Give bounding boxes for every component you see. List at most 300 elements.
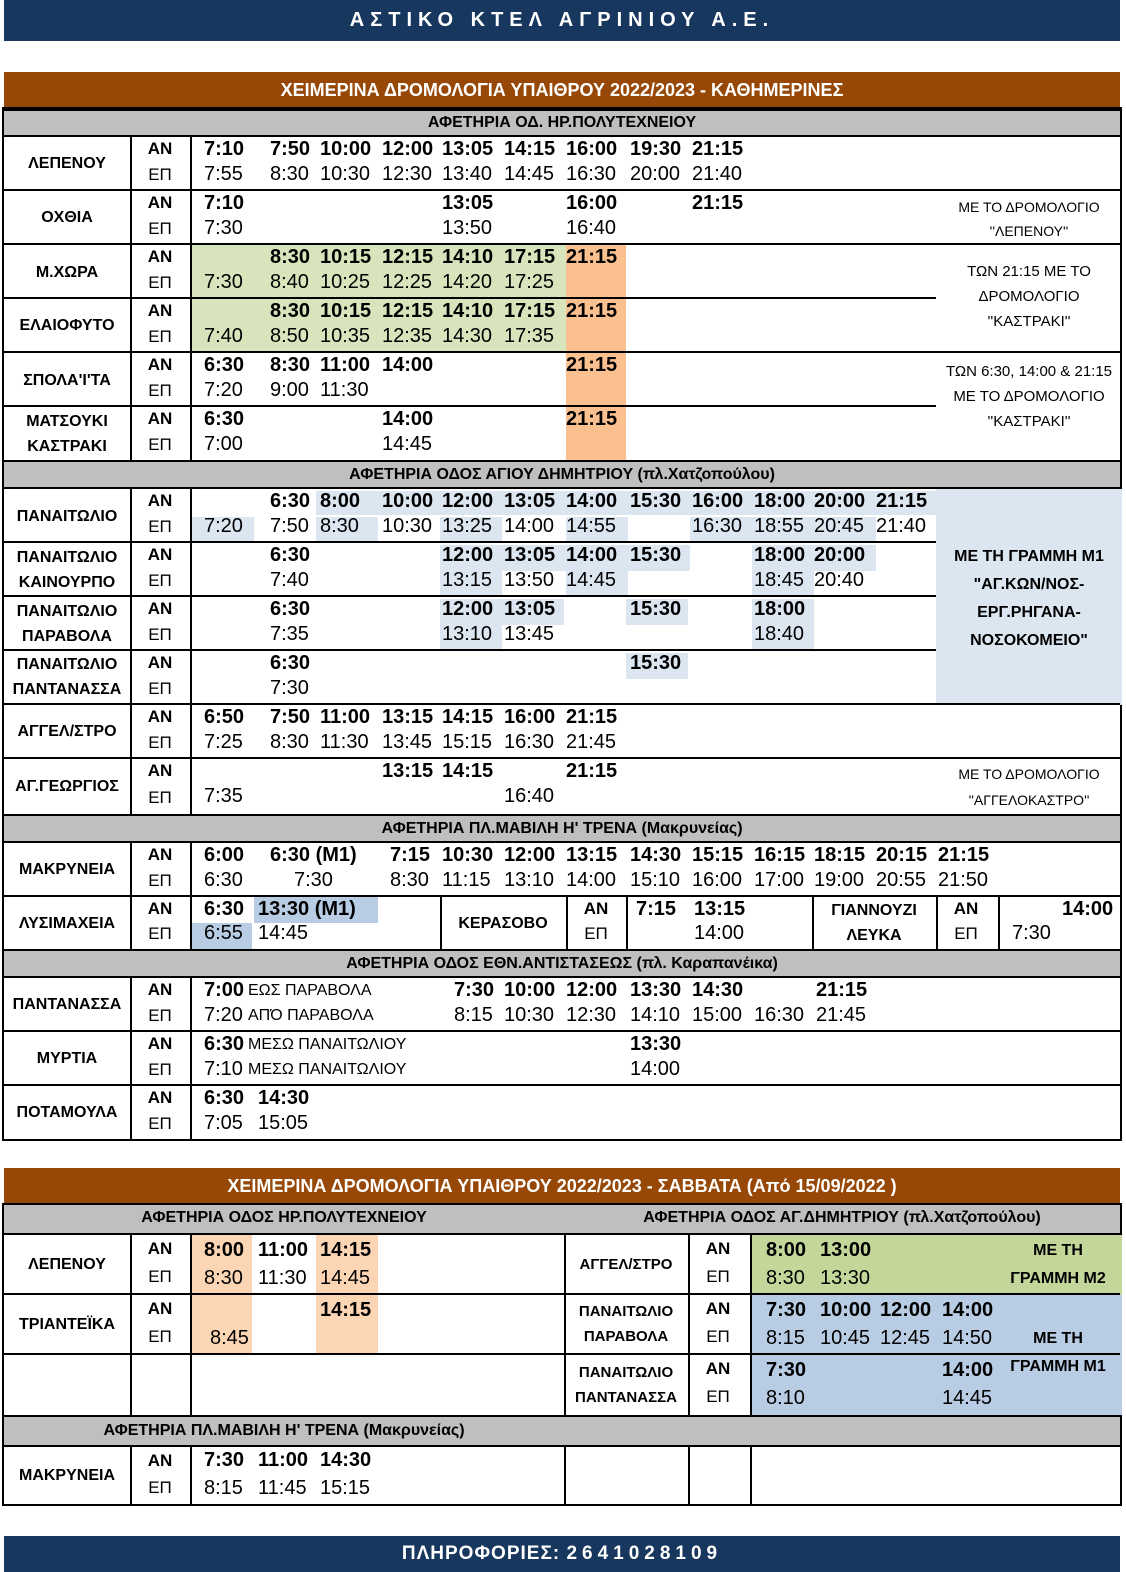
divider — [750, 1447, 752, 1504]
time-ret: 7:40 — [270, 569, 309, 591]
time-ret: 19:00 — [814, 869, 865, 891]
time-dep: 16:00 — [566, 192, 618, 214]
time-ret: 14:30 — [442, 325, 493, 347]
place-label: ΟΧΘΙΑ — [41, 208, 93, 226]
time-dep: 8:30 — [270, 246, 311, 268]
time-dep: 13:05 — [504, 544, 556, 566]
dir-dep-label: ΑΝ — [147, 980, 173, 999]
time-ret: 11:30 — [320, 379, 369, 401]
dir-dep-label: ΑΝ — [147, 1034, 173, 1053]
time-ret: 14:00 — [504, 515, 555, 537]
time-ret: 8:30 — [766, 1267, 805, 1289]
dir-ret-label: ΕΠ — [148, 1060, 172, 1079]
place-label: ΛΕΠΕΝΟΥ — [28, 1255, 106, 1273]
divider — [190, 137, 192, 189]
sat-empty-header — [564, 1415, 1120, 1447]
dir-dep-label: ΑΝ — [147, 599, 173, 618]
time-ret: 8:30 — [390, 869, 429, 891]
note-kastraki-2115: ΤΩΝ 21:15 ΜΕ ΤΟ ΔΡΟΜΟΛΟΓΙΟ ''ΚΑΣΤΡΑΚΙ'' — [967, 263, 1091, 330]
time-dep: 8:30 — [270, 354, 311, 376]
time-dep: 21:15 — [938, 844, 990, 866]
divider — [750, 1235, 752, 1293]
divider — [4, 1353, 564, 1355]
place-label: ΑΓ.ΓΕΩΡΓΙΟΣ — [15, 778, 119, 795]
route-via-note: ΜΕΣΩ ΠΑΝΑΙΤΩΛΙΟΥ — [248, 1036, 407, 1053]
time-dep: 6:30 — [270, 598, 311, 620]
time-dep: 14:30 — [258, 1087, 310, 1109]
sat-start-polytechneiou: ΑΦΕΤΗΡΙΑ ΟΔΟΣ ΗΡ.ΠΟΛΥΤΕΧΝΕΙΟΥ — [4, 1205, 564, 1235]
sat-start-mavili: ΑΦΕΤΗΡΙΑ ΠΛ.ΜΑΒΙΛΗ Η' ΤΡΕΝΑ (Μακρυνείας) — [4, 1415, 564, 1447]
note-kastraki-multi: ΤΩΝ 6:30, 14:00 & 21:15 ΜΕ ΤΟ ΔΡΟΜΟΛΟΓΙΟ ''ΚΑΣΤΡΑΚΙ'' — [945, 363, 1113, 430]
place-label: ΛΕΥΚΑ — [846, 927, 902, 944]
time-ret: 11:45 — [258, 1477, 307, 1499]
divider — [190, 1447, 192, 1504]
time-ret: 16:40 — [566, 217, 617, 239]
place-name-pan-pantanassa — [4, 651, 130, 703]
note-line-m2 — [994, 1237, 1122, 1293]
time-ret: 20:40 — [814, 569, 865, 591]
time-dep: 12:00 — [382, 138, 434, 160]
time-ret: 15:00 — [692, 1004, 743, 1026]
time-ret: 15:15 — [320, 1477, 371, 1499]
time-ret: 14:45 — [942, 1387, 993, 1409]
time-dep: 10:15 — [320, 300, 372, 322]
time-dep: 13:00 — [820, 1239, 872, 1261]
dir-ret-label: ΕΠ — [706, 1267, 730, 1286]
time-ret: 18:40 — [754, 623, 805, 645]
time-ret: 8:15 — [454, 1004, 493, 1026]
divider — [190, 1355, 192, 1415]
time-ret: 14:55 — [566, 515, 617, 537]
time-ret: 7:05 — [204, 1112, 243, 1134]
time-ret: 13:10 — [442, 623, 493, 645]
divider — [190, 651, 192, 703]
sat-row-lepenou-aggelokastro — [4, 1235, 1120, 1295]
time-ret: 7:55 — [204, 163, 243, 185]
dir-ret-label: ΕΠ — [584, 924, 608, 943]
time-dep: 13:15 — [382, 760, 434, 782]
route-row-ag-georgios — [4, 759, 1120, 814]
route-row-lysimacheia — [4, 897, 1120, 949]
time-dep: 20:15 — [876, 844, 928, 866]
route-via-note: ΜΕΣΩ ΠΑΝΑΙΤΩΛΙΟΥ — [248, 1061, 407, 1078]
divider — [190, 299, 192, 351]
place-name-elaiofyto — [4, 299, 130, 351]
time-ret: 6:30 — [204, 869, 243, 891]
route-row-aggelokastro — [4, 705, 1120, 759]
dir-dep-label: ΑΝ — [583, 899, 609, 918]
time-dep: 7:00 — [204, 979, 245, 1001]
time-dep: 14:15 — [320, 1239, 372, 1261]
divider — [190, 1295, 192, 1353]
time-ret: 13:45 — [504, 623, 555, 645]
note-ag-georgios: ΜΕ ΤΟ ΔΡΟΜΟΛΟΓΙΟ ''ΑΓΓΕΛΟΚΑΣΤΡΟ'' — [958, 766, 1100, 808]
place-name-ochthia — [4, 191, 130, 243]
time-dep: 13:30 — [630, 1033, 682, 1055]
time-dep: 14:00 — [566, 490, 618, 512]
time-ret: 10:30 — [504, 1004, 555, 1026]
time-dep: 20:00 — [814, 544, 866, 566]
time-dep: 10:00 — [382, 490, 434, 512]
divider — [688, 1447, 690, 1504]
place-label: ΛΥΣΙΜΑΧΕΙΑ — [18, 914, 116, 932]
time-ret: 7:30 — [204, 217, 243, 239]
time-ret: 8:40 — [270, 271, 309, 293]
dir-dep-label: ΑΝ — [705, 1239, 731, 1258]
time-dep: 21:15 — [566, 354, 618, 376]
time-ret: 7:35 — [204, 785, 243, 807]
dir-dep-label: ΑΝ — [147, 653, 173, 672]
start-point-polytechneiou: ΑΦΕΤΗΡΙΑ ΟΔ. ΗΡ.ΠΟΛΥΤΕΧΝΕΙΟΥ — [4, 109, 1120, 137]
place-name-makryneia — [4, 843, 130, 895]
divider — [564, 1447, 566, 1504]
route-row-pantanassa — [4, 978, 1120, 1032]
dir-ret-label: ΕΠ — [148, 1006, 172, 1025]
time-dep: 21:15 — [566, 760, 618, 782]
time-ret: 16:30 — [566, 163, 617, 185]
divider — [190, 353, 192, 407]
time-ret: 15:05 — [258, 1112, 309, 1134]
dir-dep-label: ΑΝ — [705, 1299, 731, 1318]
time-ret: 8:45 — [210, 1327, 249, 1349]
time-ret: 13:40 — [442, 163, 493, 185]
place-name-ag-georgios — [4, 759, 130, 814]
dir-dep-label: ΑΝ — [147, 1088, 173, 1107]
time-dep: 14:10 — [442, 300, 494, 322]
time-dep: 7:30 — [766, 1359, 807, 1381]
time-dep: 14:15 — [442, 706, 494, 728]
time-ret: 16:30 — [754, 1004, 805, 1026]
time-dep: 11:00 — [320, 706, 371, 728]
weekday-section-title: ΧΕΙΜΕΡΙΝΑ ΔΡΟΜΟΛΟΓΙΑ ΥΠΑΙΘΡΟΥ 2022/2023 - ΚΑΘΗΜΕΡΙΝΕΣ — [4, 72, 1120, 108]
dir-dep-label: ΑΝ — [147, 899, 173, 918]
place-label: ΠΑΝΑΙΤΩΛΙΟ — [578, 1364, 674, 1381]
time-dep: 10:00 — [320, 138, 372, 160]
place-name-sat-pan-pantanassa — [564, 1355, 688, 1415]
dir-ret-label: ΕΠ — [148, 871, 172, 890]
place-name-lysimacheia — [4, 897, 130, 949]
time-dep: 6:00 — [204, 844, 245, 866]
place-name-sat-pan-paravola — [564, 1295, 688, 1353]
time-dep: 14:15 — [320, 1299, 372, 1321]
start-point-mavili: ΑΦΕΤΗΡΙΑ ΠΛ.ΜΑΒΙΛΗ Η' ΤΡΕΝΑ (Μακρυνείας) — [4, 814, 1120, 843]
time-ret: 13:50 — [442, 217, 493, 239]
time-dep: 14:00 — [382, 408, 434, 430]
time-ret: 20:45 — [814, 515, 865, 537]
time-dep: 7:50 — [270, 706, 311, 728]
time-ret: 14:50 — [942, 1327, 993, 1349]
time-dep: 19:30 — [630, 138, 682, 160]
time-dep: 15:30 — [630, 652, 682, 674]
place-label: ΜΑΤΣΟΥΚΙ — [26, 412, 108, 430]
dir-dep-label: ΑΝ — [953, 899, 979, 918]
route-row-panaitolio — [4, 489, 1120, 543]
time-dep: 7:30 — [454, 979, 495, 1001]
time-dep: 12:00 — [880, 1299, 932, 1321]
divider — [190, 1235, 192, 1293]
dir-ret-label: ΕΠ — [148, 517, 172, 536]
time-dep: 8:00 — [320, 490, 361, 512]
time-dep: 18:00 — [754, 490, 806, 512]
dir-ret-label: ΕΠ — [148, 733, 172, 752]
time-ret: 7:30 — [270, 677, 309, 699]
time-ret: 18:45 — [754, 569, 805, 591]
time-ret: 16:00 — [692, 869, 743, 891]
time-dep: 21:15 — [816, 979, 868, 1001]
time-dep: 10:15 — [320, 246, 372, 268]
sat-row-triantaika-paravola — [4, 1295, 1120, 1355]
time-ret: 14:45 — [320, 1267, 371, 1289]
divider — [190, 543, 192, 597]
dir-dep-label: ΑΝ — [147, 1239, 173, 1258]
divider — [190, 489, 192, 543]
time-ret: 11:30 — [258, 1267, 307, 1289]
weekday-timetable — [2, 107, 1122, 1141]
time-dep: 14:00 — [942, 1299, 994, 1321]
time-dep: 15:30 — [630, 598, 682, 620]
time-dep: 16:15 — [754, 844, 806, 866]
divider — [750, 1355, 752, 1415]
place-label: ΠΑΝΑΙΤΩΛΙΟ — [16, 507, 118, 525]
time-dep: 14:10 — [442, 246, 494, 268]
time-ret: 7:20 — [204, 379, 243, 401]
place-name-sat-makryneia — [4, 1447, 130, 1504]
divider — [626, 897, 628, 949]
time-ret: 7:40 — [204, 325, 243, 347]
place-label: Μ.ΧΩΡΑ — [35, 263, 99, 281]
place-label: ΠΑΡΑΒΟΛΑ — [22, 628, 112, 645]
time-ret: 7:30 — [294, 869, 333, 891]
place-name-potamoula — [4, 1086, 130, 1139]
time-ret: 16:30 — [504, 731, 555, 753]
time-dep: 14:15 — [442, 760, 494, 782]
time-dep: 18:00 — [754, 544, 806, 566]
dir-ret-label: ΕΠ — [148, 1113, 172, 1133]
time-ret: 15:10 — [630, 869, 681, 891]
time-dep: 11:00 — [258, 1239, 309, 1261]
time-ret: 17:35 — [504, 325, 555, 347]
time-ret: 14:00 — [694, 922, 745, 944]
time-dep: 10:00 — [820, 1299, 872, 1321]
time-dep: 7:50 — [270, 138, 311, 160]
dir-dep-label: ΑΝ — [147, 193, 173, 212]
sat-start-ag-dimitriou: ΑΦΕΤΗΡΙΑ ΟΔΟΣ ΑΓ.ΔΗΜΗΤΡΙΟΥ (πλ.Χατζοπούλου) — [564, 1205, 1120, 1235]
time-dep: 18:15 — [814, 844, 866, 866]
divider — [190, 843, 192, 895]
dir-dep-label: ΑΝ — [147, 139, 173, 158]
time-ret: 11:15 — [442, 869, 491, 891]
dir-ret-label: ΕΠ — [148, 327, 172, 346]
time-dep: 13:30 — [630, 979, 682, 1001]
time-dep: 14:30 — [630, 844, 682, 866]
divider — [190, 978, 192, 1030]
time-ret: 20:00 — [630, 163, 681, 185]
dir-dep-label: ΑΝ — [147, 1451, 173, 1470]
time-dep: 20:00 — [814, 490, 866, 512]
time-dep: 6:30 — [204, 408, 245, 430]
time-dep: 6:30 — [204, 354, 245, 376]
time-dep: 7:15 — [636, 898, 677, 920]
time-dep: 21:15 — [566, 300, 618, 322]
place-label: ΠΟΤΑΜΟΥΛΑ — [16, 1104, 118, 1121]
time-ret: 8:30 — [204, 1267, 243, 1289]
time-dep: 11:00 — [258, 1449, 309, 1471]
time-dep: 10:30 — [442, 844, 494, 866]
place-name-mchora — [4, 245, 130, 299]
time-dep: 7:30 — [204, 1449, 245, 1471]
time-dep: 8:00 — [204, 1239, 245, 1261]
company-banner — [4, 0, 1120, 41]
place-name-lepenou — [4, 137, 130, 189]
divider — [190, 1032, 192, 1084]
time-ret: 12:25 — [382, 271, 433, 293]
dir-dep-label: ΑΝ — [147, 355, 173, 374]
time-ret: 8:30 — [320, 515, 359, 537]
place-name-kerasovo: ΚΕΡΑΣΟΒΟ — [458, 914, 548, 932]
time-dep: 16:00 — [504, 706, 556, 728]
time-dep: 13:15 — [566, 844, 618, 866]
dir-ret-label: ΕΠ — [148, 219, 172, 238]
time-ret: 10:35 — [320, 325, 371, 347]
time-ret: 10:25 — [320, 271, 371, 293]
dir-ret-label: ΕΠ — [148, 1327, 172, 1346]
route-row-pan-pantanassa — [4, 651, 1120, 705]
divider — [190, 705, 192, 757]
place-label: ΠΑΡΑΒΟΛΑ — [583, 1328, 669, 1345]
divider — [190, 759, 192, 814]
time-ret: 14:20 — [442, 271, 493, 293]
time-ret: 14:45 — [258, 922, 309, 944]
time-dep: 7:15 — [390, 844, 431, 866]
note-line-m1: ΜΕ ΤΗ ΓΡΑΜΜΗ Μ1 "ΑΓ.ΚΩΝ/ΝΟΣ-ΕΡΓ.ΡΗΓΑΝΑ-ΝΟΣΟΚΟΜΕΙΟ" — [954, 548, 1104, 649]
time-dep: 6:30 — [204, 1087, 245, 1109]
time-dep: 14:30 — [320, 1449, 372, 1471]
dir-dep-label: ΑΝ — [147, 409, 173, 428]
time-ret: 10:45 — [820, 1327, 871, 1349]
time-ret: 21:45 — [816, 1004, 867, 1026]
time-ret: 7:00 — [204, 433, 243, 455]
dir-ret-label: ΕΠ — [954, 924, 978, 943]
time-dep: 12:00 — [442, 490, 494, 512]
divider — [190, 245, 192, 299]
dir-dep-label: ΑΝ — [705, 1359, 731, 1378]
time-ret: 18:55 — [754, 515, 805, 537]
time-ret: 13:50 — [504, 569, 555, 591]
dir-ret-label: ΕΠ — [706, 1387, 730, 1406]
time-ret: 7:50 — [270, 515, 309, 537]
saturday-section-title: ΧΕΙΜΕΡΙΝΑ ΔΡΟΜΟΛΟΓΙΑ ΥΠΑΙΘΡΟΥ 2022/2023 - ΣΑΒΒΑΤΑ (Από 15/09/2022 ) — [4, 1168, 1120, 1204]
place-label: ΑΓΓΕΛ/ΣΤΡΟ — [17, 722, 117, 740]
dir-ret-label: ΕΠ — [148, 1267, 172, 1286]
place-label: ΜΥΡΤΙΑ — [36, 1049, 98, 1067]
route-row-myrtia — [4, 1032, 1120, 1086]
time-dep: 15:30 — [630, 544, 682, 566]
dir-dep-label: ΑΝ — [147, 301, 173, 320]
time-dep: 15:15 — [692, 844, 744, 866]
time-ret: 6:55 — [204, 922, 243, 944]
place-label: ΠΑΝΤΑΝΑΣΣΑ — [12, 995, 122, 1013]
time-ret: 13:10 — [504, 869, 555, 891]
time-ret: 17:00 — [754, 869, 805, 891]
dir-dep-label: ΑΝ — [147, 845, 173, 864]
dir-dep-label: ΑΝ — [147, 545, 173, 564]
time-dep: 14:00 — [382, 354, 434, 376]
time-ret: 14:00 — [630, 1058, 681, 1080]
divider — [190, 191, 192, 243]
place-name-panaitolio — [4, 489, 130, 543]
info-banner — [4, 1536, 1120, 1572]
place-label: ΓΙΑΝΝΟΥΖΙ — [831, 902, 917, 919]
time-ret: 21:45 — [566, 731, 617, 753]
time-ret: 7:20 — [204, 515, 243, 537]
time-ret: 12:30 — [566, 1004, 617, 1026]
time-ret: 7:30 — [204, 271, 243, 293]
dir-ret-label: ΕΠ — [148, 273, 172, 292]
time-ret: 13:25 — [442, 515, 493, 537]
time-dep: 13:05 — [442, 138, 494, 160]
place-label: ΛΕΠΕΝΟΥ — [28, 154, 106, 172]
time-dep: 21:15 — [692, 192, 744, 214]
place-label: ΠΑΝΑΙΤΩΛΙΟ — [16, 603, 118, 620]
time-dep: 12:00 — [504, 844, 556, 866]
start-point-agiou-dimitriou: ΑΦΕΤΗΡΙΑ ΟΔΟΣ ΑΓΙΟΥ ΔΗΜΗΤΡΙΟΥ (πλ.Χατζοπούλου) — [4, 460, 1120, 489]
time-dep: 6:30 — [270, 490, 311, 512]
time-dep: 6:30 — [204, 1033, 245, 1055]
divider — [564, 1353, 994, 1355]
time-dep: 7:10 — [204, 192, 245, 214]
place-name-pan-kainourgio — [4, 543, 130, 597]
time-ret: 13:30 — [820, 1267, 871, 1289]
time-ret: 8:50 — [270, 325, 309, 347]
time-dep: 8:00 — [766, 1239, 807, 1261]
dir-ret-label: ΕΠ — [148, 571, 172, 590]
note-line: ΓΡΑΜΜΗ Μ1 — [1010, 1358, 1106, 1375]
route-via-note: ΑΠΌ ΠΑΡΑΒΟΛΑ — [248, 1007, 374, 1024]
place-name-pan-paravola — [4, 597, 130, 651]
time-dep: 7:10 — [204, 138, 245, 160]
route-via-note: ΕΩΣ ΠΑΡΑΒΟΛΑ — [248, 982, 372, 999]
note-line: ΓΡΑΜΜΗ Μ2 — [1010, 1270, 1106, 1287]
time-dep: 14:00 — [566, 544, 618, 566]
dir-dep-label: ΑΝ — [147, 707, 173, 726]
note-ochthia: ΜΕ ΤΟ ΔΡΟΜΟΛΟΓΙΟ ''ΛΕΠΕΝΟΥ'' — [958, 199, 1100, 239]
phone-number: 2641028109 — [566, 1543, 723, 1564]
time-dep: 6:30 (Μ1) — [270, 844, 357, 866]
time-ret: 8:15 — [204, 1477, 243, 1499]
place-label: ΕΛΑΙΟΦΥΤΟ — [19, 316, 115, 334]
time-dep: 18:00 — [754, 598, 806, 620]
time-ret: 10:30 — [320, 163, 371, 185]
time-ret: 9:00 — [270, 379, 309, 401]
time-dep: 12:00 — [442, 598, 494, 620]
time-dep: 15:30 — [630, 490, 682, 512]
time-dep: 13:05 — [442, 192, 494, 214]
dir-ret-label: ΕΠ — [706, 1327, 730, 1346]
time-dep: 13:05 — [504, 490, 556, 512]
divider — [750, 1295, 752, 1353]
time-ret: 8:30 — [270, 163, 309, 185]
sat-row-makryneia — [4, 1447, 1120, 1504]
place-name-empty — [4, 1355, 130, 1415]
place-label: ΠΑΝΤΑΝΑΣΣΑ — [575, 1389, 677, 1406]
place-label: ΤΡΙΑΝΤΕΪΚΑ — [19, 1315, 115, 1333]
time-dep: 11:00 — [320, 354, 371, 376]
place-name-matsouki — [4, 407, 130, 460]
place-label: ΑΓΓΕΛ/ΣΤΡΟ — [579, 1255, 673, 1273]
saturday-timetable — [2, 1203, 1122, 1506]
time-dep: 12:00 — [442, 544, 494, 566]
place-name-pantanassa — [4, 978, 130, 1030]
